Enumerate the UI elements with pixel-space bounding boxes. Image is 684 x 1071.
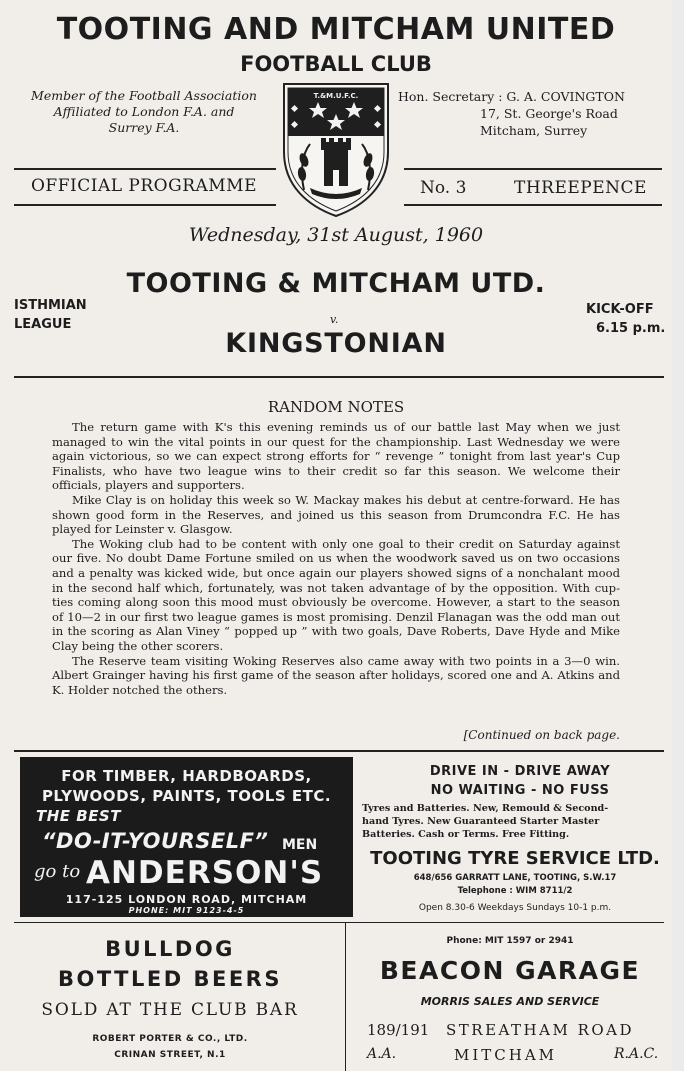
divider	[404, 204, 662, 206]
beacon-town: MITCHAM	[454, 1046, 558, 1064]
secretary-street: 17, St. George's Road	[480, 106, 618, 121]
tyre-desc-line: Batteries. Cash or Terms. Free Fitting.	[362, 829, 570, 840]
tyre-desc-line: Tyres and Batteries. New, Remould & Second-	[362, 803, 609, 814]
club-crest	[280, 82, 392, 218]
beacon-phone: Phone: MIT 1597 or 2941	[446, 936, 574, 946]
notes-paragraph: The Woking club had to be content with only one goal to their credit on Saturday against our five. No doubt Dame Fortune smiled on us when the woodwork saved us on two occasions and a penalty was kicked wide, but once again our players showed signs of a nonchalant mood in the second half which, fortunately, was not taken advantage of by the opposition. With cup-ties coming along soon this mood must obviously be overcome. However, a start to the season of 10—2 in our first two league games is most promising. Denzil Flanagan was the odd man out in the scoring as Alan Viney “ popped up ” with two goals, Dave Roberts, Dave Hyde and Mike Clay being the other scorers.	[52, 536, 620, 653]
match-date: Wednesday, 31st August, 1960	[188, 224, 484, 246]
beacon-address-number: 189/191	[367, 1021, 430, 1039]
divider	[14, 750, 664, 752]
bulldog-title: BULLDOG	[105, 937, 235, 961]
divider	[14, 922, 664, 923]
notes-paragraph: Mike Clay is on holiday this week so W. Mackay makes his debut at centre-forward. He has shown good form in the Reserves, and joined us this season from Drumcondra F.C. He has played for Leinster v. Glasgow.	[52, 492, 620, 537]
bulldog-club-bar: SOLD AT THE CLUB BAR	[41, 1000, 299, 1020]
kickoff	[586, 300, 665, 338]
bulldog-title: BOTTLED BEERS	[58, 967, 282, 991]
beacon-name: BEACON GARAGE	[379, 956, 641, 985]
page-edge	[672, 0, 684, 1071]
secretary-town: Mitcham, Surrey	[480, 123, 588, 138]
divider	[404, 168, 662, 170]
beacon-subtitle: MORRIS SALES AND SERVICE	[420, 995, 600, 1008]
andersons-name: ANDERSON'S	[86, 855, 324, 891]
home-team: TOOTING & MITCHAM UTD.	[126, 268, 546, 299]
continued-note: [Continued on back page.	[463, 728, 620, 742]
away-team: KINGSTONIAN	[225, 328, 447, 359]
ad-slogan: “DO-IT-YOURSELF”	[42, 829, 269, 853]
beacon-aa: A.A.	[367, 1046, 397, 1062]
divider	[14, 204, 276, 206]
ad-line: FOR TIMBER, HARDBOARDS,	[61, 767, 312, 785]
tyre-slogan: NO WAITING - NO FUSS	[430, 783, 610, 798]
tyre-desc-line: hand Tyres. New Guaranteed Starter Master	[362, 816, 600, 827]
programme-number: No. 3	[420, 178, 467, 198]
programme-price: THREEPENCE	[514, 178, 647, 198]
versus: v.	[330, 313, 339, 326]
tyre-address: 648/656 GARRATT LANE, TOOTING, S.W.17	[413, 873, 617, 883]
tyre-description	[362, 802, 670, 841]
andersons-phone: PHONE: MIT 9123-4-5	[128, 906, 245, 915]
crest-lettering: T.&M.U.F.C.	[313, 92, 359, 100]
programme-label: OFFICIAL PROGRAMME	[31, 176, 257, 196]
competition-line: LEAGUE	[14, 317, 72, 332]
divider	[345, 922, 346, 1071]
membership-line: Surrey F.A.	[108, 120, 180, 135]
competition	[14, 296, 87, 334]
beacon-rac: R.A.C.	[614, 1046, 659, 1062]
andersons-address: 117-125 LONDON ROAD, MITCHAM	[65, 893, 308, 906]
tyre-hours: Open 8.30-6 Weekdays Sundays 10-1 p.m.	[418, 903, 612, 913]
tyre-slogan: DRIVE IN - DRIVE AWAY	[429, 764, 611, 779]
notes-title: RANDOM NOTES	[267, 398, 405, 416]
andersons-ad	[20, 757, 353, 917]
kickoff-label: KICK-OFF	[586, 302, 654, 317]
ad-line: THE BEST	[36, 807, 121, 825]
bulldog-street: CRINAN STREET, N.1	[114, 1050, 226, 1060]
ad-line: PLYWOODS, PAINTS, TOOLS ETC.	[41, 787, 332, 805]
membership-line: Member of the Football Association	[31, 88, 257, 103]
secretary-name: Hon. Secretary : G. A. COVINGTON	[398, 89, 625, 104]
membership-line: Affiliated to London F.A. and	[53, 104, 235, 119]
membership-note	[14, 88, 274, 136]
notes-paragraph: The Reserve team visiting Woking Reserves also came away with two points in a 3—0 win. Albert Grainger having his first game of the season after holidays, scored one and A. Atkins and K. Holder notched the others.	[52, 653, 620, 697]
divider	[14, 376, 664, 378]
secretary-info	[398, 88, 668, 139]
bulldog-brewer: ROBERT PORTER & CO., LTD.	[92, 1034, 248, 1044]
club-name: TOOTING AND MITCHAM UNITED	[56, 12, 616, 47]
ad-line: MEN	[282, 837, 318, 853]
kickoff-time: 6.15 p.m.	[596, 321, 666, 336]
tyre-company: TOOTING TYRE SERVICE LTD.	[370, 848, 660, 869]
divider	[14, 168, 276, 170]
beacon-address-street: STREATHAM ROAD	[446, 1021, 635, 1039]
tyre-telephone: Telephone : WIM 8711/2	[457, 886, 573, 896]
notes-paragraph: The return game with K's this evening reminds us of our battle last May when we just managed to win the vital points in our quest for the championship. Last Wednesday we were again victorious, so we can expect strong efforts for “ revenge ” tonight from last year's Cup Finalists, who have two league wins to their credit so far this season. We welcome their officials, players and supporters.	[52, 420, 620, 493]
club-subtitle: FOOTBALL CLUB	[240, 52, 432, 76]
ad-line: go to	[34, 861, 81, 882]
notes-body	[52, 420, 620, 697]
competition-line: ISTHMIAN	[14, 298, 87, 313]
